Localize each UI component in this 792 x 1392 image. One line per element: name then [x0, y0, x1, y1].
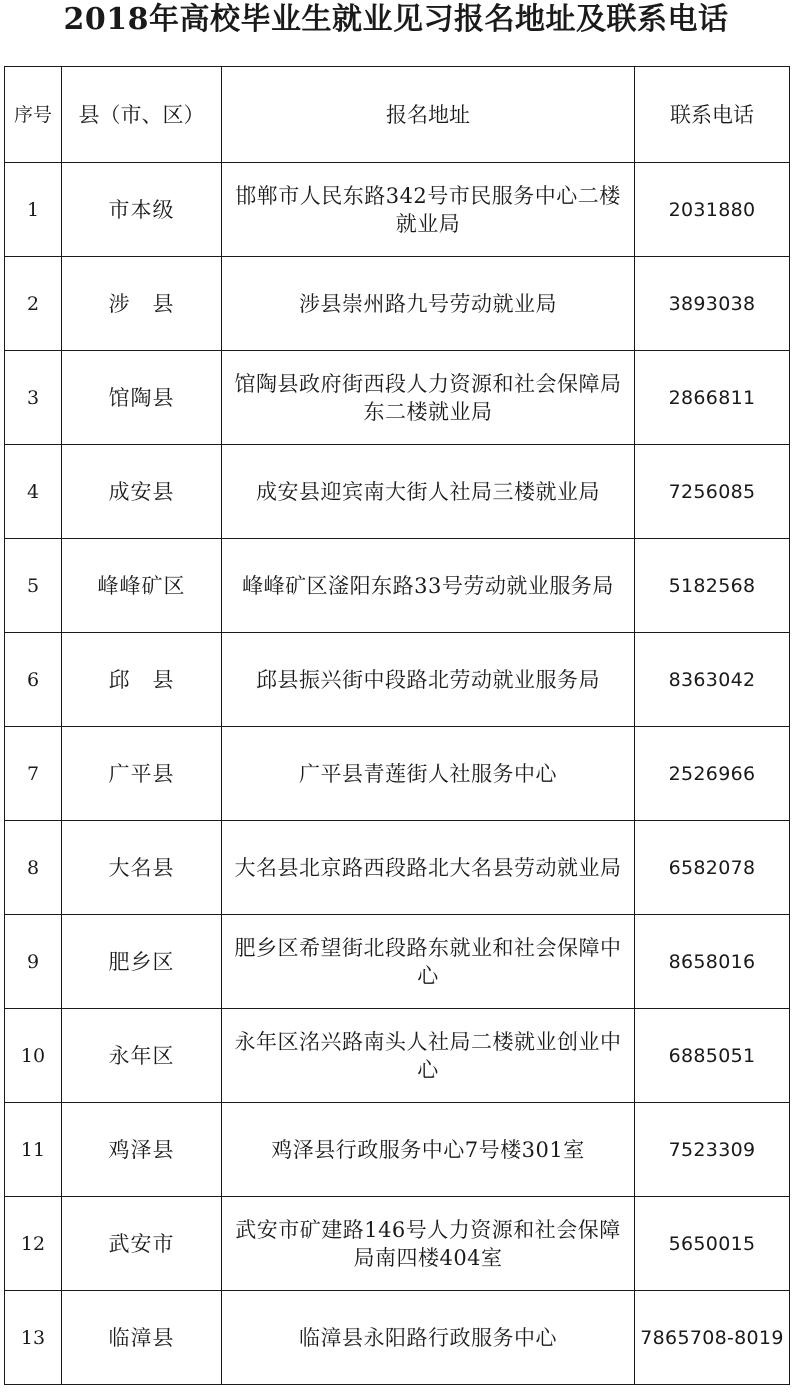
- table-header-row: [5, 67, 790, 163]
- table-row: [5, 445, 790, 539]
- row-seq: 13: [5, 1291, 62, 1385]
- row-address: 邱县振兴街中段路北劳动就业服务局: [222, 633, 635, 727]
- row-phone: 7523309: [635, 1103, 790, 1197]
- row-address: 涉县崇州路九号劳动就业局: [222, 257, 635, 351]
- table-row: [5, 1009, 790, 1103]
- table-row: [5, 257, 790, 351]
- table-row: [5, 1291, 790, 1385]
- row-address: 肥乡区希望街北段路东就业和社会保障中心: [222, 915, 635, 1009]
- row-address: 峰峰矿区滏阳东路33号劳动就业服务局: [222, 539, 635, 633]
- row-county: 武安市: [62, 1197, 222, 1291]
- table-row: [5, 1103, 790, 1197]
- row-address: 武安市矿建路146号人力资源和社会保障局南四楼404室: [222, 1197, 635, 1291]
- table-row: [5, 1197, 790, 1291]
- row-seq: 7: [5, 727, 62, 821]
- row-phone: 2031880: [635, 163, 790, 257]
- document-title: 2018年高校毕业生就业见习报名地址及联系电话: [63, 2, 729, 37]
- table-row: [5, 539, 790, 633]
- row-county: 邱 县: [62, 633, 222, 727]
- row-phone: 5650015: [635, 1197, 790, 1291]
- row-seq: 6: [5, 633, 62, 727]
- table-row: [5, 351, 790, 445]
- row-phone: 7865708-8019: [635, 1291, 790, 1385]
- row-county: 市本级: [62, 163, 222, 257]
- row-phone: 3893038: [635, 257, 790, 351]
- row-seq: 4: [5, 445, 62, 539]
- row-address: 成安县迎宾南大街人社局三楼就业局: [222, 445, 635, 539]
- row-seq: 9: [5, 915, 62, 1009]
- header-county: 县（市、区）: [62, 67, 222, 163]
- header-seq: 序号: [5, 67, 62, 163]
- row-address: 大名县北京路西段路北大名县劳动就业局: [222, 821, 635, 915]
- row-phone: 2526966: [635, 727, 790, 821]
- row-county: 涉 县: [62, 257, 222, 351]
- row-address: 广平县青莲街人社服务中心: [222, 727, 635, 821]
- table-row: [5, 727, 790, 821]
- row-address: 永年区洺兴路南头人社局二楼就业创业中心: [222, 1009, 635, 1103]
- row-address: 馆陶县政府街西段人力资源和社会保障局东二楼就业局: [222, 351, 635, 445]
- row-address: 鸡泽县行政服务中心7号楼301室: [222, 1103, 635, 1197]
- row-county: 永年区: [62, 1009, 222, 1103]
- row-county: 成安县: [62, 445, 222, 539]
- row-phone: 8658016: [635, 915, 790, 1009]
- table-row: [5, 163, 790, 257]
- row-phone: 2866811: [635, 351, 790, 445]
- row-seq: 1: [5, 163, 62, 257]
- table-row: [5, 821, 790, 915]
- row-county: 鸡泽县: [62, 1103, 222, 1197]
- row-county: 广平县: [62, 727, 222, 821]
- row-county: 峰峰矿区: [62, 539, 222, 633]
- row-seq: 11: [5, 1103, 62, 1197]
- header-phone: 联系电话: [635, 67, 790, 163]
- row-county: 大名县: [62, 821, 222, 915]
- row-seq: 5: [5, 539, 62, 633]
- row-phone: 5182568: [635, 539, 790, 633]
- row-address: 邯郸市人民东路342号市民服务中心二楼就业局: [222, 163, 635, 257]
- row-phone: 6885051: [635, 1009, 790, 1103]
- row-seq: 8: [5, 821, 62, 915]
- row-county: 馆陶县: [62, 351, 222, 445]
- table-row: [5, 915, 790, 1009]
- row-phone: 8363042: [635, 633, 790, 727]
- header-address: 报名地址: [222, 67, 635, 163]
- registration-table: [4, 66, 790, 1385]
- row-seq: 2: [5, 257, 62, 351]
- row-address: 临漳县永阳路行政服务中心: [222, 1291, 635, 1385]
- row-phone: 6582078: [635, 821, 790, 915]
- row-county: 临漳县: [62, 1291, 222, 1385]
- row-seq: 3: [5, 351, 62, 445]
- row-seq: 12: [5, 1197, 62, 1291]
- table-row: [5, 633, 790, 727]
- row-county: 肥乡区: [62, 915, 222, 1009]
- row-phone: 7256085: [635, 445, 790, 539]
- row-seq: 10: [5, 1009, 62, 1103]
